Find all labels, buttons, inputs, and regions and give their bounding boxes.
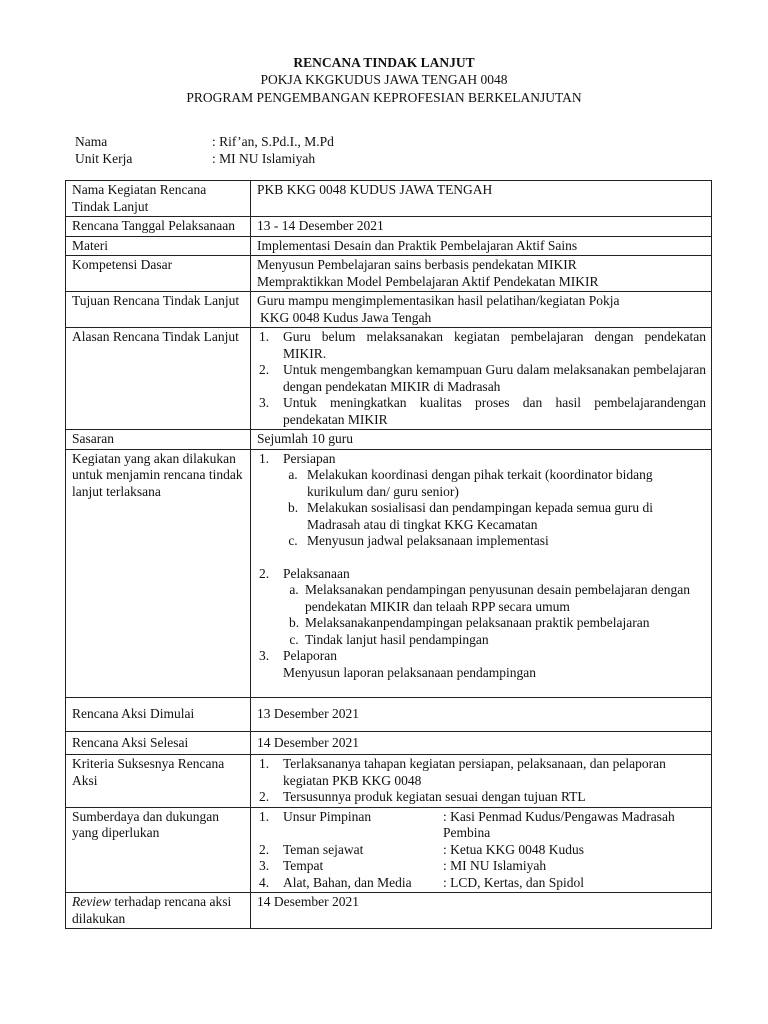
kegiatan-value: PKB KKG 0048 KUDUS JAWA TENGAH xyxy=(251,181,712,217)
document-subtitle-pokja: POKJA KKGKUDUS JAWA TENGAH 0048 xyxy=(260,72,508,87)
list-item: 4. Alat, Bahan, dan Media : LCD, Kertas, dan Spidol xyxy=(259,874,584,890)
kegiatan-label: Nama Kegiatan Rencana Tindak Lanjut xyxy=(66,181,251,217)
tujuan-value xyxy=(251,292,712,328)
selesai-value: 14 Desember 2021 xyxy=(251,731,712,755)
tujuan-line-2: KKG 0048 Kudus Jawa Tengah xyxy=(260,309,432,325)
selesai-label: Rencana Aksi Selesai xyxy=(66,731,251,755)
list-item: a. Melaksanakan pendampingan penyusunan desain pembelajaran dengan pendekatan MIKIR dan telaah RPP secara umum xyxy=(289,582,690,614)
list-item: 1. Unsur Pimpinan : Kasi Penmad Kudus/Pengawas Madrasah Pembina xyxy=(259,808,675,840)
rtl-table xyxy=(65,180,712,929)
nama-label: Nama xyxy=(75,134,108,149)
kd-line-2: Mempraktikkan Model Pembelajaran Aktif Pendekatan MIKIR xyxy=(257,273,599,289)
list-item: 1. Terlaksananya tahapan kegiatan persiapan, pelaksanaan, dan pelaporan kegiatan PKB KKG 0048 xyxy=(259,756,666,788)
list-item: b. Melaksanakanpendampingan pelaksanaan praktik pembelajaran xyxy=(288,615,650,630)
list-item: b. Melakukan sosialisasi dan pendampingan kepada semua guru di Madrasah atau di tingkat KKG Kecamatan xyxy=(287,500,654,532)
table-row xyxy=(66,807,712,893)
list-item: 3. Untuk meningkatkan kualitas proses dan hasil pembelajarandengan pendekatan MIKIR xyxy=(259,395,706,427)
tanggal-value: 13 - 14 Desember 2021 xyxy=(251,217,712,237)
table-row xyxy=(66,430,712,450)
pelaporan-heading: 3. Pelaporan xyxy=(259,648,337,663)
table-row xyxy=(66,698,712,732)
table-row xyxy=(66,755,712,808)
review-value: 14 Desember 2021 xyxy=(251,893,712,929)
unit-kerja-label: Unit Kerja xyxy=(75,151,133,166)
pelaksanaan-heading: 2. Pelaksanaan xyxy=(259,565,350,581)
alasan-label: Alasan Rencana Tindak Lanjut xyxy=(66,328,251,430)
mulai-value: 13 Desember 2021 xyxy=(251,698,712,732)
list-item: c. Tindak lanjut hasil pendampingan xyxy=(289,631,489,647)
table-row xyxy=(66,217,712,237)
list-item: 2. Teman sejawat : Ketua KKG 0048 Kudus xyxy=(259,841,584,857)
kompetensi-dasar-label: Kompetensi Dasar xyxy=(66,256,251,292)
list-item: 2. Tersusunnya produk kegiatan sesuai dengan tujuan RTL xyxy=(259,789,586,804)
table-row xyxy=(66,236,712,256)
identity-nama xyxy=(75,133,334,150)
table-row xyxy=(66,731,712,755)
tanggal-label: Rencana Tanggal Pelaksanaan xyxy=(66,217,251,237)
tujuan-label: Tujuan Rencana Tindak Lanjut xyxy=(66,292,251,328)
table-row xyxy=(66,449,712,698)
table-row xyxy=(66,181,712,217)
sumberdaya-value xyxy=(251,807,712,893)
review-label: Review terhadap rencana aksi dilakukan xyxy=(66,893,251,929)
kegiatan-akan-label: Kegiatan yang akan dilakukan untuk menjamin rencana tindak lanjut terlaksana xyxy=(66,449,251,698)
unit-kerja-value: : MI NU Islamiyah xyxy=(212,151,316,166)
document-subtitle-program: PROGRAM PENGEMBANGAN KEPROFESIAN BERKELANJUTAN xyxy=(186,90,582,105)
materi-value: Implementasi Desain dan Praktik Pembelajaran Aktif Sains xyxy=(251,236,712,256)
kriteria-label: Kriteria Suksesnya Rencana Aksi xyxy=(66,755,251,808)
kd-line-1: Menyusun Pembelajaran sains berbasis pendekatan MIKIR xyxy=(257,257,577,272)
list-item: a. Melakukan koordinasi dengan pihak terkait (koordinator bidang kurikulum dan/ guru senior) xyxy=(288,467,653,499)
kegiatan-akan-value xyxy=(251,449,712,698)
pelaporan-text: Menyusun laporan pelaksanaan pendampingan xyxy=(283,664,537,680)
list-item: c. Menyusun jadwal pelaksanaan implementasi xyxy=(288,533,549,548)
document-title: RENCANA TINDAK LANJUT xyxy=(293,55,475,70)
sasaran-label: Sasaran xyxy=(66,430,251,450)
sasaran-value: Sejumlah 10 guru xyxy=(251,430,712,450)
list-item: 2. Untuk mengembangkan kemampuan Guru dalam melaksanakan pembelajaran dengan pendekatan MIKIR di Madrasah xyxy=(259,362,706,394)
materi-label: Materi xyxy=(66,236,251,256)
identity-unit-kerja xyxy=(75,150,315,167)
table-row xyxy=(66,292,712,328)
nama-value: : Rif’an, S.Pd.I., M.Pd xyxy=(212,134,334,149)
table-row xyxy=(66,256,712,292)
sumberdaya-label: Sumberdaya dan dukungan yang diperlukan xyxy=(66,807,251,893)
alasan-value xyxy=(251,328,712,430)
mulai-label: Rencana Aksi Dimulai xyxy=(66,698,251,732)
list-item: 1. Guru belum melaksanakan kegiatan pembelajaran dengan pendekatan MIKIR. xyxy=(259,329,706,361)
kompetensi-dasar-value xyxy=(251,256,712,292)
table-row xyxy=(66,328,712,430)
kriteria-value xyxy=(251,755,712,808)
persiapan-heading: 1. Persiapan xyxy=(259,450,336,466)
list-item: 3. Tempat : MI NU Islamiyah xyxy=(259,858,547,873)
tujuan-line-1: Guru mampu mengimplementasikan hasil pelatihan/kegiatan Pokja xyxy=(257,293,620,308)
table-row xyxy=(66,893,712,929)
